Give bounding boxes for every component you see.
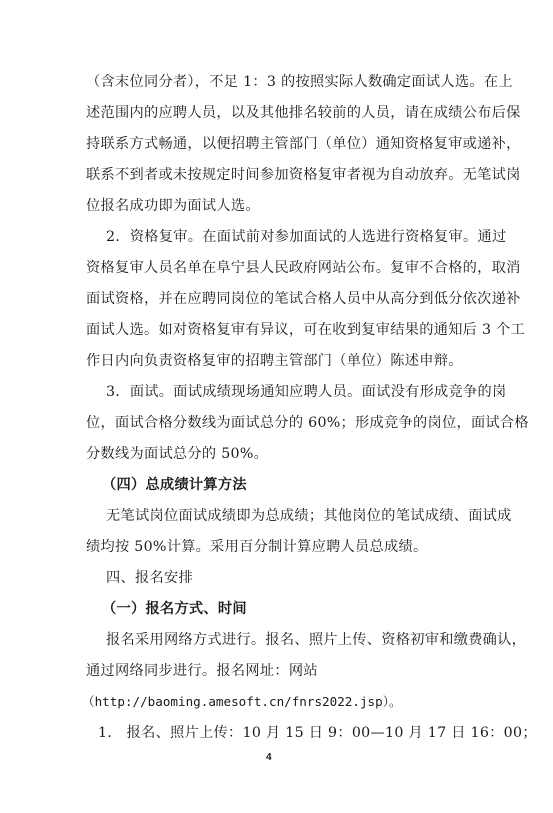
text-line-13: 分数线为面试总分的 50%。 — [86, 446, 269, 462]
text-line-2: 述范围内的应聘人员，以及其他排名较前的人员，请在成绩公布后保 — [86, 105, 521, 121]
text-line-16: 绩均按 50%计算。采用百分制计算应聘人员总成绩。 — [86, 539, 428, 555]
text-line-3: 持联系方式畅通，以便招聘主管部门（单位）通知资格复审或递补， — [86, 136, 521, 152]
text-line-22: 1. 报名、照片上传：10 月 15 日 9：00—10 月 17 日 16：00； — [98, 725, 537, 741]
text-line-9: 面试人选。如对资格复审有异议，可在收到复审结果的通知后 3 个工 — [86, 322, 526, 338]
text-line-8: 面试资格，并在应聘同岗位的笔试合格人员中从高分到低分依次递补 — [86, 291, 521, 307]
page-number: 4 — [266, 752, 272, 763]
text-line-20: 通过网络同步进行。报名网址：网站 — [86, 663, 318, 679]
heading-registration-arrangement: 四、报名安排 — [106, 570, 193, 586]
text-line-1: （含末位同分者），不足 1：3 的按照实际人数确定面试人选。在上 — [86, 74, 513, 90]
section-3-first-line: 3．面试。面试成绩现场通知应聘人员。面试没有形成竞争的岗 — [106, 384, 507, 400]
text-line-5: 位报名成功即为面试人选。 — [86, 198, 260, 214]
text-line-19: 报名采用网络方式进行。报名、照片上传、资格初审和缴费确认， — [106, 632, 527, 648]
text-line-15: 无笔试岗位面试成绩即为总成绩；其他岗位的笔试成绩、面试成 — [106, 508, 512, 524]
section-2-first-line: 2．资格复审。在面试前对参加面试的人选进行资格复审。通过 — [106, 229, 507, 245]
text-line-7: 资格复审人员名单在阜宁县人民政府网站公布。复审不合格的，取消 — [86, 260, 521, 276]
text-line-4: 联系不到者或未按规定时间参加资格复审者视为自动放弃。无笔试岗 — [86, 167, 521, 183]
text-line-10: 作日内向负责资格复审的招聘主管部门（单位）陈述申辩。 — [86, 353, 463, 369]
text-line-12: 位，面试合格分数线为面试总分的 60%；形成竞争的岗位，面试合格 — [86, 415, 529, 431]
heading-registration-method-time: （一）报名方式、时间 — [102, 601, 247, 617]
heading-total-score-method: （四）总成绩计算方法 — [102, 477, 247, 493]
registration-url-line: （http://baoming.amesoft.cn/fnrs2022.jsp）。 — [82, 694, 402, 709]
